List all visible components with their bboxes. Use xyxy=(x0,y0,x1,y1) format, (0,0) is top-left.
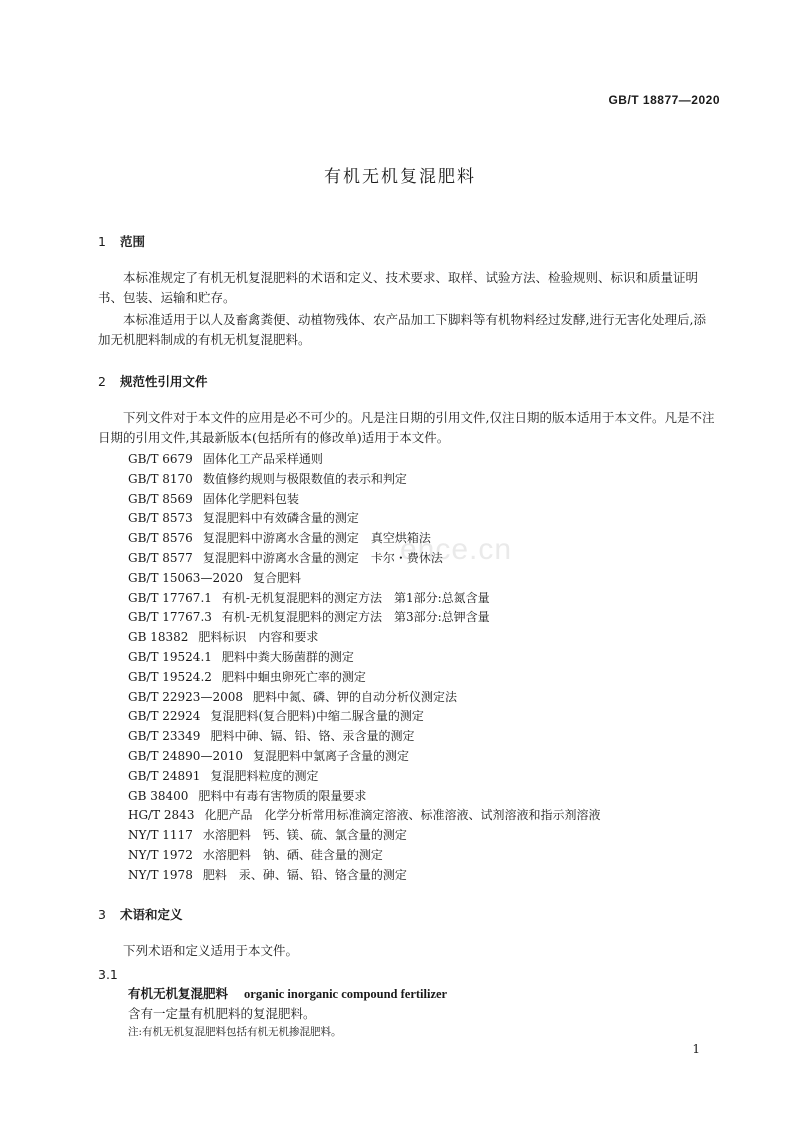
section-number: 1 xyxy=(98,234,106,249)
reference-item xyxy=(128,826,600,846)
reference-item xyxy=(128,787,600,807)
reference-title: 有机-无机复混肥料的测定方法 第3部分:总钾含量 xyxy=(221,610,490,625)
reference-item xyxy=(128,806,600,826)
reference-item xyxy=(128,589,600,609)
normative-references-list xyxy=(128,450,600,886)
reference-code: NY/T 1117 xyxy=(128,828,193,843)
reference-code: GB/T 8573 xyxy=(128,511,193,526)
terms-intro-paragraph: 下列术语和定义适用于本文件。 xyxy=(123,943,299,958)
reference-title: 复混肥料中游离水含量的测定 卡尔・费休法 xyxy=(202,550,443,565)
reference-item xyxy=(128,509,600,529)
reference-code: GB/T 8170 xyxy=(128,471,193,486)
reference-item xyxy=(128,688,600,708)
standard-number: GB/T 18877—2020 xyxy=(608,93,720,107)
reference-code: NY/T 1972 xyxy=(128,847,193,862)
reference-code: GB 38400 xyxy=(128,788,189,803)
reference-title: 复混肥料中有效磷含量的测定 xyxy=(202,511,359,526)
section-number: 3 xyxy=(98,907,106,922)
reference-item xyxy=(128,490,600,510)
reference-title: 肥料标识 内容和要求 xyxy=(198,630,319,645)
reference-code: GB/T 15063—2020 xyxy=(128,570,243,585)
scope-paragraph-1: 本标准规定了有机无机复混肥料的术语和定义、技术要求、取样、试验方法、检验规则、标识和质量证明书、包装、运输和贮存。 xyxy=(98,270,699,305)
reference-title: 肥料中粪大肠菌群的测定 xyxy=(221,649,354,664)
term-definition: 含有一定量有机肥料的复混肥料。 xyxy=(128,1006,316,1021)
reference-item xyxy=(128,628,600,648)
document-title: 有机无机复混肥料 xyxy=(324,167,476,187)
reference-code: GB 18382 xyxy=(128,630,189,645)
reference-title: 复混肥料(复合肥料)中缩二脲含量的测定 xyxy=(210,709,424,724)
reference-title: 复混肥料中游离水含量的测定 真空烘箱法 xyxy=(202,531,431,546)
reference-title: 有机-无机复混肥料的测定方法 第1部分:总氮含量 xyxy=(221,590,490,605)
section-title: 规范性引用文件 xyxy=(120,374,208,389)
reference-title: 化肥产品 化学分析常用标准滴定溶液、标准溶液、试剂溶液和指示剂溶液 xyxy=(204,808,601,823)
reference-title: 肥料中蛔虫卵死亡率的测定 xyxy=(221,669,366,684)
reference-code: GB/T 8577 xyxy=(128,550,193,565)
term-chinese: 有机无机复混肥料 xyxy=(128,986,229,1001)
reference-code: GB/T 24890—2010 xyxy=(128,748,243,763)
section-1-heading xyxy=(98,232,145,250)
clause-number: 3.1 xyxy=(98,967,118,982)
reference-item xyxy=(128,747,600,767)
reference-title: 肥料中砷、镉、铅、铬、汞含量的测定 xyxy=(210,729,415,744)
reference-item xyxy=(128,668,600,688)
reference-title: 数值修约规则与极限数值的表示和判定 xyxy=(202,471,407,486)
reference-title: 复混肥料中氯离子含量的测定 xyxy=(252,748,409,763)
reference-code: GB/T 22924 xyxy=(128,709,201,724)
reference-code: GB/T 23349 xyxy=(128,729,201,744)
term-note: 注:有机无机复混肥料包括有机无机掺混肥料。 xyxy=(128,1026,342,1038)
term-english: organic inorganic compound fertilizer xyxy=(244,987,448,1001)
section-3-heading xyxy=(98,905,183,923)
reference-code: GB/T 17767.3 xyxy=(128,610,212,625)
watermark: ence.cn xyxy=(400,533,513,566)
section-2-heading xyxy=(98,372,208,390)
reference-item xyxy=(128,707,600,727)
reference-title: 肥料中有毒有害物质的限量要求 xyxy=(198,788,367,803)
reference-item xyxy=(128,529,600,549)
reference-item xyxy=(128,450,600,470)
reference-item xyxy=(128,648,600,668)
reference-item xyxy=(128,470,600,490)
reference-title: 肥料中氮、磷、钾的自动分析仪测定法 xyxy=(252,689,457,704)
scope-paragraph-2: 本标准适用于以人及畜禽粪便、动植物残体、农产品加工下脚料等有机物料经过发酵,进行无害化处理后,添加无机肥料制成的有机无机复混肥料。 xyxy=(98,312,706,347)
reference-title: 固体化学肥料包装 xyxy=(202,491,299,506)
term-entry xyxy=(128,984,447,1002)
reference-item xyxy=(128,549,600,569)
reference-code: GB/T 24891 xyxy=(128,768,201,783)
reference-code: GB/T 8569 xyxy=(128,491,193,506)
reference-item xyxy=(128,569,600,589)
reference-code: GB/T 6679 xyxy=(128,452,193,466)
reference-item xyxy=(128,608,600,628)
reference-title: 水溶肥料 钙、镁、硫、氯含量的测定 xyxy=(202,828,407,843)
reference-code: GB/T 19524.1 xyxy=(128,649,212,664)
reference-code: GB/T 22923—2008 xyxy=(128,689,243,704)
reference-item xyxy=(128,846,600,866)
reference-code: GB/T 8576 xyxy=(128,531,193,546)
reference-title: 固体化工产品采样通则 xyxy=(202,452,323,466)
references-intro-paragraph: 下列文件对于本文件的应用是必不可少的。凡是注日期的引用文件,仅注日期的版本适用于本文件。凡是不注日期的引用文件,其最新版本(包括所有的修改单)适用于本文件。 xyxy=(98,410,715,445)
reference-code: GB/T 17767.1 xyxy=(128,590,212,605)
reference-title: 水溶肥料 钠、硒、硅含量的测定 xyxy=(202,847,383,862)
reference-item xyxy=(128,866,600,886)
reference-title: 复混肥料粒度的测定 xyxy=(210,768,319,783)
page-number: 1 xyxy=(692,1042,700,1056)
reference-code: NY/T 1978 xyxy=(128,867,193,882)
reference-item xyxy=(128,727,600,747)
reference-code: GB/T 19524.2 xyxy=(128,669,212,684)
section-title: 术语和定义 xyxy=(120,907,183,922)
reference-item xyxy=(128,767,600,787)
section-number: 2 xyxy=(98,374,106,389)
reference-title: 复合肥料 xyxy=(252,570,301,585)
reference-title: 肥料 汞、砷、镉、铅、铬含量的测定 xyxy=(202,867,407,882)
section-title: 范围 xyxy=(120,234,146,249)
reference-code: HG/T 2843 xyxy=(128,808,195,823)
